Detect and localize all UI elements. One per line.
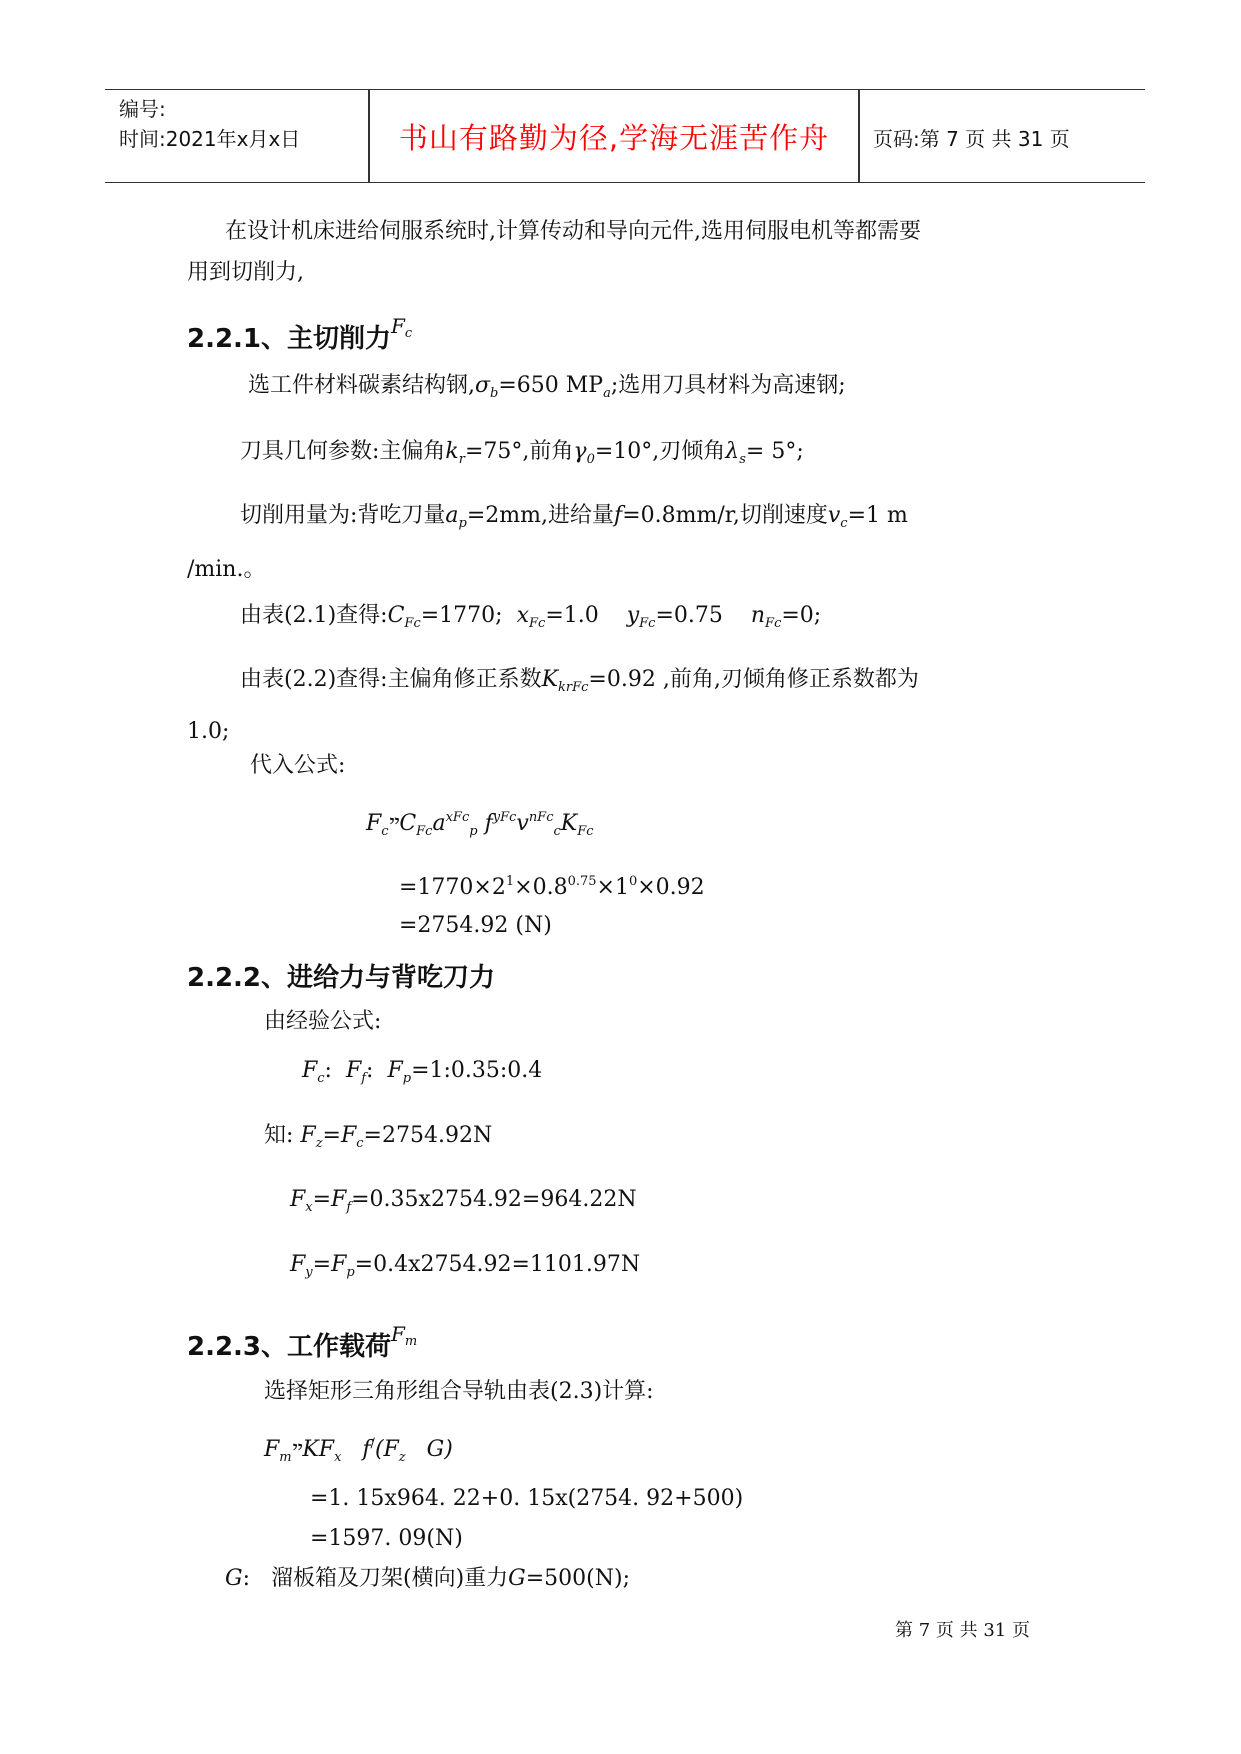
text-fragment: f [361, 1071, 367, 1086]
text-fragment: c [840, 516, 848, 531]
text-fragment: G) [426, 1437, 453, 1462]
text-fragment: =2mm,进给量 [466, 503, 615, 528]
text-fragment: Fc [404, 616, 421, 631]
text-fragment: Fc [416, 824, 433, 839]
intro-line-2: 用到切削力, [187, 260, 304, 285]
text-fragment: C [387, 603, 405, 628]
text-fragment: F [387, 1058, 403, 1083]
header-number: 编号: [119, 97, 166, 121]
text-fragment: =0.8mm/r,切削速度 [622, 503, 828, 528]
text-fragment: =0.75 [655, 603, 723, 628]
text-fragment: =1770×2 [399, 875, 506, 900]
text-fragment: v [827, 503, 841, 528]
text-fragment: = [322, 1123, 341, 1148]
fz-line [264, 1122, 492, 1158]
intro-line-1: 在设计机床进给伺服系统时,计算传动和导向元件,选用伺服电机等都需要 [225, 219, 921, 244]
text-fragment: F [391, 314, 405, 338]
text-fragment: = [312, 1252, 332, 1277]
text-fragment: Fc [639, 616, 656, 631]
text-fragment: K [541, 667, 559, 692]
text-fragment: =500(N); [525, 1566, 630, 1591]
text-fragment: x [334, 1450, 342, 1465]
text-fragment: y [626, 603, 640, 628]
text-fragment: = [312, 1187, 332, 1212]
text-fragment: k [445, 439, 459, 464]
text-fragment: F [290, 1252, 306, 1277]
text-fragment: x [305, 1200, 313, 1215]
text-fragment: F [345, 1058, 362, 1083]
page-footer: 第 7 页 共 31 页 [895, 1620, 1030, 1641]
material-line [248, 372, 846, 408]
text-fragment: c [381, 824, 389, 839]
text-fragment: 1 [505, 874, 515, 889]
text-fragment: b [490, 386, 499, 401]
table-2-1-line [240, 602, 821, 638]
formula-label: 代入公式: [250, 753, 346, 778]
text-fragment: F [366, 811, 382, 836]
text-fragment: a [432, 811, 446, 836]
text-fragment: n [750, 603, 766, 628]
text-fragment: f [346, 1200, 352, 1215]
text-fragment: ×0.92 [637, 875, 705, 900]
text-fragment: f [484, 811, 493, 836]
text-fragment: Fc [577, 824, 594, 839]
text-fragment: 由表(2.2)查得:主偏角修正系数 [240, 667, 542, 692]
text-fragment: γ [573, 439, 587, 464]
section-heading-2-2-1 [187, 314, 412, 355]
text-fragment: G [508, 1566, 526, 1591]
text-fragment: 2.2.3、工作载荷 [187, 1332, 392, 1362]
text-fragment: m [279, 1450, 292, 1465]
header-time: 时间:2021年x月x日 [119, 127, 301, 151]
text-fragment: : [366, 1058, 374, 1083]
text-fragment: K [560, 811, 578, 836]
g-definition [225, 1565, 630, 1593]
text-fragment: G [225, 1566, 243, 1591]
text-fragment: ײC [388, 811, 417, 836]
text-fragment: F [331, 1252, 347, 1277]
text-fragment: p [402, 1071, 412, 1086]
table-2-2-line [240, 666, 919, 702]
formula-line-1 [366, 804, 594, 846]
text-fragment: ײKF [291, 1437, 335, 1462]
fm-formula [264, 1430, 453, 1472]
header-motto: 书山有路勤为径,学海无涯苦作舟 [398, 121, 830, 155]
force-ratio [302, 1057, 542, 1093]
text-fragment: F [290, 1187, 306, 1212]
text-fragment: f [614, 503, 623, 528]
text-fragment: =0.35x2754.92=964.22N [351, 1187, 637, 1212]
text-fragment: Fc [765, 616, 782, 631]
header-divider [858, 90, 860, 182]
text-fragment: 刀具几何参数:主偏角 [240, 439, 446, 464]
text-fragment: =1 m [847, 503, 908, 528]
calc-line-2: =1597. 09(N) [310, 1526, 463, 1551]
text-fragment: =2754.92N [363, 1123, 493, 1148]
text-fragment: c [553, 824, 561, 839]
text-fragment: a [603, 386, 611, 401]
text-fragment: s [739, 452, 746, 467]
fx-line [290, 1186, 637, 1222]
text-fragment: : [324, 1058, 332, 1083]
text-fragment: yFc [492, 810, 517, 825]
text-fragment: 知: [264, 1123, 294, 1148]
formula-line-2 [399, 868, 705, 902]
empirical-label: 由经验公式: [264, 1009, 382, 1034]
text-fragment: =75°,前角 [464, 439, 574, 464]
text-fragment: nFc [528, 810, 554, 825]
text-fragment: =650 MP [498, 373, 604, 398]
text-fragment: λ [725, 439, 740, 464]
calc-line-1: =1. 15x964. 22+0. 15x(2754. 92+500) [310, 1486, 744, 1511]
text-fragment: =1770; [420, 603, 503, 628]
text-fragment: 由表(2.1)查得: [240, 603, 388, 628]
text-fragment: 0.75 [567, 874, 597, 889]
section-heading-2-2-3 [187, 1322, 417, 1363]
text-fragment: z [398, 1450, 406, 1465]
text-fragment: F [300, 1123, 316, 1148]
text-fragment: =0; [781, 603, 822, 628]
text-fragment: r [458, 452, 465, 467]
text-fragment: =0.92 ,前角,刃倾角修正系数都为 [588, 667, 919, 692]
text-fragment: 0 [628, 874, 638, 889]
text-fragment: c [404, 326, 413, 341]
text-fragment: F [264, 1437, 280, 1462]
text-fragment: m [404, 1334, 418, 1349]
text-fragment: (F [374, 1437, 399, 1462]
text-fragment: y [305, 1265, 313, 1280]
text-fragment: 2.2.1、主切削力 [187, 324, 392, 354]
text-fragment: =1:0.35:0.4 [411, 1058, 543, 1083]
text-fragment: c [317, 1071, 325, 1086]
cutting-line [240, 502, 908, 538]
geometry-line [240, 438, 804, 474]
text-fragment: p [346, 1265, 355, 1280]
text-fragment: v [516, 811, 529, 836]
text-fragment: x [516, 603, 529, 628]
text-fragment: 溜板箱及刀架(横向)重力 [270, 1566, 509, 1591]
text-fragment: krFc [558, 680, 589, 695]
text-fragment: σ [475, 373, 491, 398]
text-fragment: ×0.8 [514, 875, 568, 900]
text-fragment: Fc [529, 616, 546, 631]
text-fragment: f [362, 1437, 371, 1462]
page-header [105, 89, 1145, 183]
text-fragment: 0 [586, 452, 595, 467]
fy-line [290, 1251, 640, 1287]
text-fragment: F [331, 1187, 347, 1212]
text-fragment: F [302, 1058, 318, 1083]
header-page-number: 页码:第 7 页 共 31 页 [873, 127, 1070, 151]
text-fragment: =10°,刃倾角 [594, 439, 726, 464]
text-fragment: xFc [445, 810, 470, 825]
text-fragment: 切削用量为:背吃刀量 [240, 503, 446, 528]
text-fragment: a [445, 503, 459, 528]
formula-line-3: =2754.92 (N) [399, 913, 552, 938]
text-fragment: p [469, 824, 478, 839]
text-fragment: 选工件材料碳素结构钢, [248, 373, 475, 398]
text-fragment: F [340, 1123, 357, 1148]
text-fragment: : [242, 1566, 250, 1591]
text-fragment: ;选用刀具材料为高速钢; [610, 373, 846, 398]
text-fragment: =1.0 [545, 603, 599, 628]
text-fragment: ×1 [596, 875, 629, 900]
table-2-2-line-cont: 1.0; [187, 719, 230, 744]
text-fragment: / [370, 1436, 375, 1451]
header-info [119, 94, 359, 154]
text-fragment: z [315, 1136, 323, 1151]
text-fragment: =0.4x2754.92=1101.97N [354, 1252, 641, 1277]
text-fragment: c [356, 1136, 364, 1151]
cutting-line-cont: /min.。 [187, 557, 266, 582]
text-fragment: F [391, 1322, 405, 1346]
text-fragment: = 5°; [745, 439, 804, 464]
text-fragment: p [458, 516, 467, 531]
section-heading-2-2-2: 2.2.2、进给力与背吃刀力 [187, 963, 496, 993]
select-guide-line: 选择矩形三角形组合导轨由表(2.3)计算: [264, 1379, 654, 1404]
